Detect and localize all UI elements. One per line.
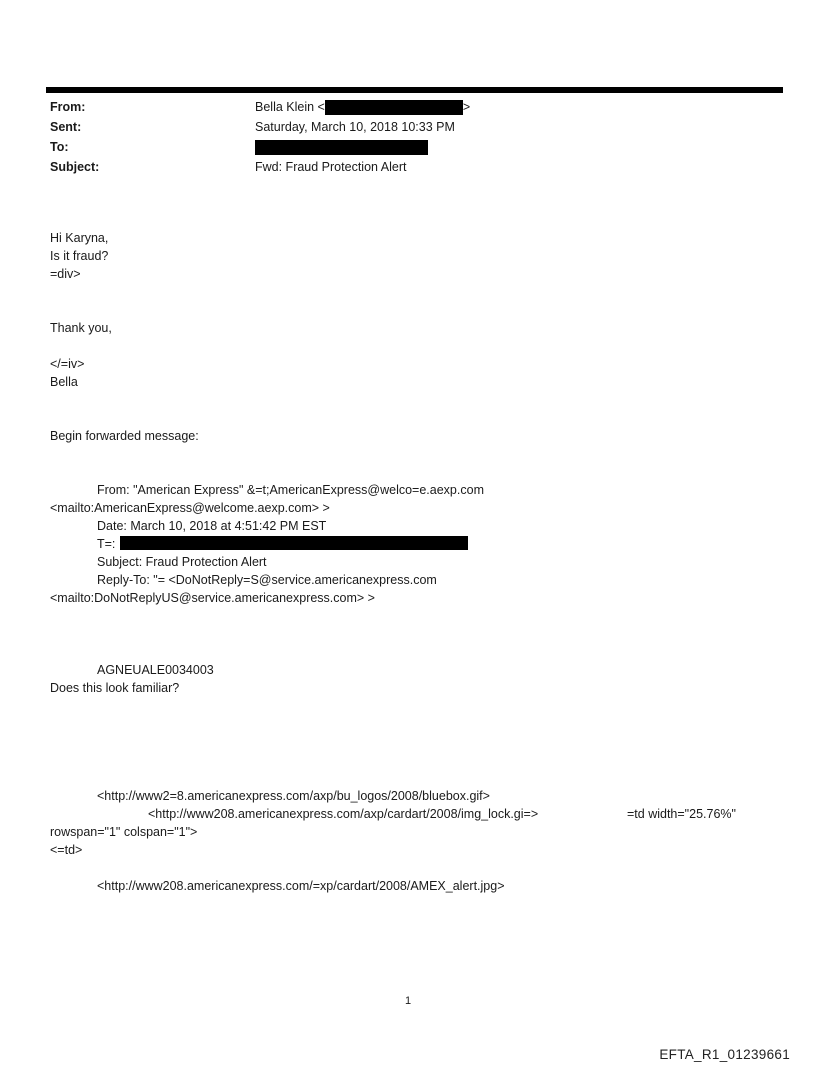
from-value-prefix: Bella Klein < [255,100,325,114]
header-field-from [50,97,780,117]
forwarded-message-heading: Begin forwarded message: [50,429,199,443]
imglock-url-text: <http://www208.americanexpress.com/axp/cardart/2008/img_lock.gi=> [148,807,539,821]
header-field-sent [50,117,780,137]
fwd-from-line: From: "American Express" &=t;AmericanExpress@welco=e.aexp.com [97,483,484,497]
from-label: From: [50,100,86,114]
redaction-bar [120,536,468,550]
alert-code-line: AGNEUALE0034003 [97,663,214,677]
fwd-date-line: Date: March 10, 2018 at 4:51:42 PM EST [97,519,327,533]
body-line-greeting: Hi Karyna, [50,231,109,245]
header-field-subject [50,157,780,177]
td-width-fragment: =td width="25.76%" [627,807,736,821]
redaction-bar [255,140,428,155]
from-value [255,97,470,117]
sent-value: Saturday, March 10, 2018 10:33 PM [255,120,455,134]
to-label: To: [50,140,69,154]
rowspan-fragment-line: rowspan="1" colspan="1"> [50,825,198,839]
amex-alert-url-line: <http://www208.americanexpress.com/=xp/cardart/2008/AMEX_alert.jpg> [97,879,505,893]
fwd-replyto-line: Reply-To: "= <DoNotReply=S@service.americanexpress.com [97,573,437,587]
header-divider-rule [46,87,783,93]
redaction-bar [325,100,463,115]
bluebox-url-line: <http://www2=8.americanexpress.com/axp/bu_logos/2008/bluebox.gif> [97,789,490,803]
fwd-to-line [50,535,795,553]
td-close-fragment-line: <=td> [50,843,83,857]
body-line-signature: Bella [50,375,78,389]
subject-value: Fwd: Fraud Protection Alert [255,160,407,174]
email-header [50,97,780,177]
bates-number: EFTA_R1_01239661 [659,1047,790,1062]
imglock-url-line [50,805,795,823]
fwd-subject-line: Subject: Fraud Protection Alert [97,555,267,569]
fwd-to-label: T=: [97,537,116,551]
subject-label: Subject: [50,160,100,174]
from-value-suffix: > [462,100,471,114]
body-line-thanks: Thank you, [50,321,112,335]
body-line-mime-artifact: </=iv> [50,357,85,371]
header-field-to [50,137,780,157]
body-line-question: Is it fraud? [50,249,109,263]
email-body [50,229,795,895]
sent-label: Sent: [50,120,82,134]
page-number: 1 [404,995,412,1007]
to-value [255,140,428,155]
body-line-mime-artifact: =div> [50,267,81,281]
fwd-replyto-mailto-line: <mailto:DoNotReplyUS@service.americanexpress.com> > [50,591,375,605]
familiar-question-line: Does this look familiar? [50,681,180,695]
fwd-from-mailto-line: <mailto:AmericanExpress@welcome.aexp.com> > [50,501,330,515]
